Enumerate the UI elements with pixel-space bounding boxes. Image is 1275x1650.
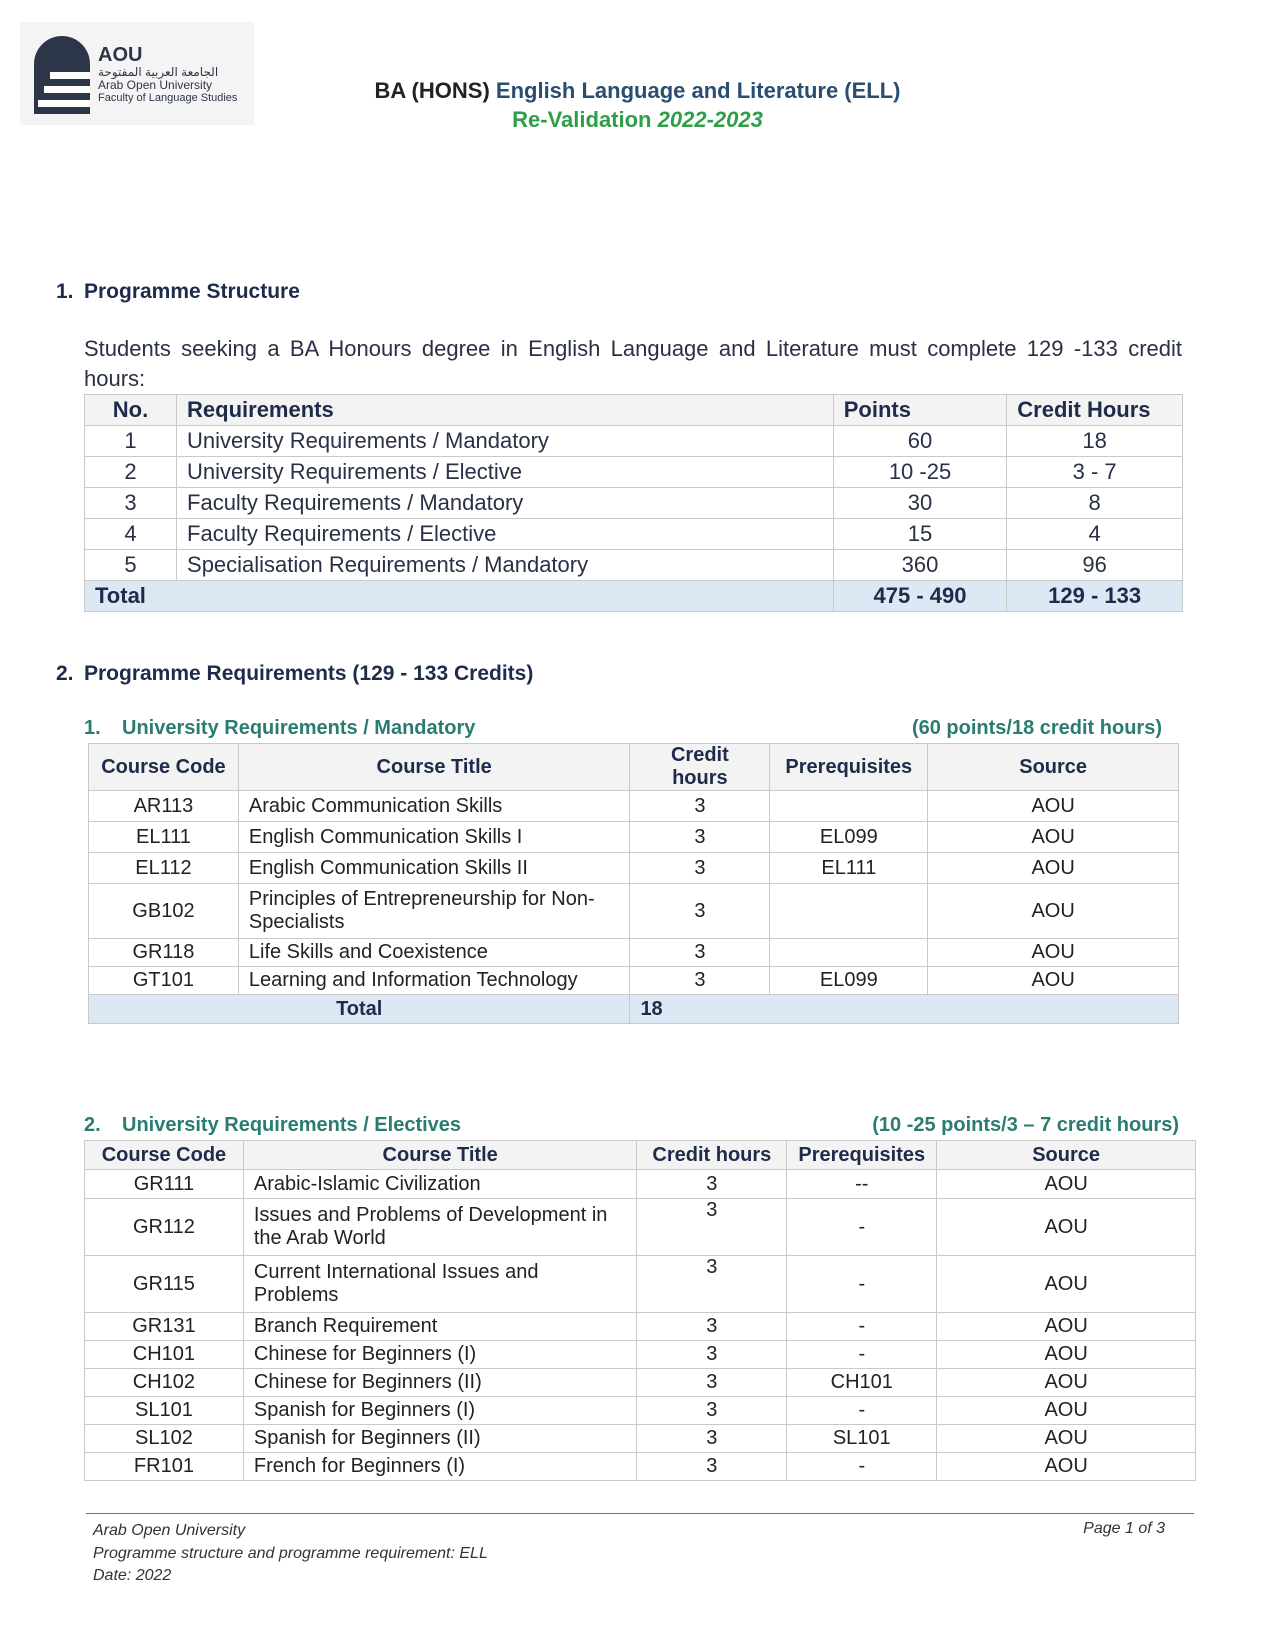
cell-points: 360: [833, 550, 1007, 581]
cell-prerequisites: SL101: [787, 1425, 937, 1453]
table-total-row: [89, 995, 1179, 1024]
table-row: [85, 1369, 1196, 1397]
cell-course-code: GB102: [89, 884, 239, 939]
cell-credit-hours: 3: [637, 1313, 787, 1341]
table-total-row: [85, 581, 1183, 612]
cell-course-code: CH102: [85, 1369, 244, 1397]
cell-requirement: University Requirements / Mandatory: [177, 426, 834, 457]
cell-no: 5: [85, 550, 177, 581]
cell-source: AOU: [937, 1369, 1196, 1397]
cell-source: AOU: [928, 884, 1179, 939]
section-2-number: 2.: [56, 662, 74, 685]
revalidation-line: [0, 105, 1275, 135]
cell-credit-hours: 3: [630, 967, 770, 995]
footer-text: [93, 1520, 488, 1588]
cell-no: 4: [85, 519, 177, 550]
cell-course-code: EL112: [89, 853, 239, 884]
table-row: [85, 1199, 1196, 1256]
cell-course-title: English Communication Skills II: [238, 853, 630, 884]
cell-source: AOU: [937, 1256, 1196, 1313]
section-1-number: 1.: [56, 280, 74, 303]
table-row: [85, 1341, 1196, 1369]
cell-total-label: Total: [85, 581, 834, 612]
cell-source: AOU: [937, 1453, 1196, 1481]
footer-university: Arab Open University: [93, 1522, 246, 1539]
table-row: [89, 967, 1179, 995]
col-header-credit-hours: Credit hours: [630, 744, 770, 791]
section-2-title-text: Programme Requirements (129 - 133 Credits): [84, 662, 534, 685]
cell-credit-hours: 96: [1007, 550, 1183, 581]
cell-points: 10 -25: [833, 457, 1007, 488]
sub-section-2-title: [84, 1114, 461, 1137]
col-header-prerequisites: Prerequisites: [787, 1141, 937, 1170]
table-header-row: [85, 395, 1183, 426]
table-row: [85, 1397, 1196, 1425]
table-row: [85, 550, 1183, 581]
table-header-row: [85, 1141, 1196, 1170]
section-1-title-text: Programme Structure: [84, 280, 300, 303]
col-header-points: Points: [833, 395, 1007, 426]
cell-credit-hours: 3: [637, 1256, 787, 1313]
section-2-title: [56, 662, 533, 686]
cell-total-credit-hours: 129 - 133: [1007, 581, 1183, 612]
table-row: [85, 1453, 1196, 1481]
cell-course-code: GR115: [85, 1256, 244, 1313]
cell-prerequisites: -: [787, 1341, 937, 1369]
cell-total-value: 18: [630, 995, 1179, 1024]
cell-prerequisites: EL099: [770, 967, 928, 995]
table-row: [89, 791, 1179, 822]
sub-section-1-summary: (60 points/18 credit hours): [911, 717, 1162, 739]
cell-no: 2: [85, 457, 177, 488]
logo-english-name: Arab Open University: [98, 78, 213, 93]
section-1-title: [56, 280, 300, 304]
cell-source: AOU: [937, 1341, 1196, 1369]
cell-course-title: Branch Requirement: [243, 1313, 637, 1341]
cell-credit-hours: 3: [637, 1425, 787, 1453]
cell-credit-hours: 3: [630, 791, 770, 822]
table-row: [85, 488, 1183, 519]
col-header-course-title: Course Title: [243, 1141, 637, 1170]
footer-date: Date: 2022: [93, 1567, 172, 1584]
revalidation-label: Re-Validation: [512, 107, 652, 132]
cell-credit-hours: 3: [637, 1341, 787, 1369]
cell-prerequisites: -: [787, 1397, 937, 1425]
sub-section-2-title-text: University Requirements / Electives: [122, 1114, 462, 1136]
logo-arabic-name: الجامعة العربية المفتوحة: [98, 65, 219, 79]
cell-credit-hours: 3: [637, 1453, 787, 1481]
cell-course-code: FR101: [85, 1453, 244, 1481]
sub-section-2-summary: (10 -25 points/3 – 7 credit hours): [872, 1114, 1179, 1136]
university-mandatory-table: [88, 743, 1179, 1024]
table-row: [85, 426, 1183, 457]
document-header: [0, 76, 1275, 135]
logo-abbr: AOU: [98, 44, 143, 66]
table-row: [89, 939, 1179, 967]
cell-source: AOU: [928, 791, 1179, 822]
cell-course-code: GR111: [85, 1170, 244, 1199]
table-row: [85, 1170, 1196, 1199]
cell-course-title: Spanish for Beginners (II): [243, 1425, 637, 1453]
page-number: Page 1 of 3: [1083, 1520, 1165, 1537]
sub-section-2-number: 2.: [84, 1114, 101, 1136]
sub-section-1-title: [84, 717, 475, 740]
table-row: [85, 457, 1183, 488]
cell-course-title: French for Beginners (I): [243, 1453, 637, 1481]
cell-requirement: Faculty Requirements / Elective: [177, 519, 834, 550]
programme-name: English Language and Literature (ELL): [495, 78, 901, 103]
cell-prerequisites: -: [787, 1313, 937, 1341]
logo-faculty: Faculty of Language Studies: [98, 92, 238, 105]
cell-source: AOU: [937, 1199, 1196, 1256]
table-row: [85, 1256, 1196, 1313]
cell-source: AOU: [928, 853, 1179, 884]
cell-credit-hours: 3: [630, 884, 770, 939]
cell-course-code: SL101: [85, 1397, 244, 1425]
cell-requirement: University Requirements / Elective: [177, 457, 834, 488]
cell-credit-hours: 3: [630, 939, 770, 967]
cell-course-title: Chinese for Beginners (I): [243, 1341, 637, 1369]
sub-section-1-title-text: University Requirements / Mandatory: [122, 717, 476, 739]
cell-course-title: Life Skills and Coexistence: [238, 939, 630, 967]
col-header-credit-hours: Credit hours: [637, 1141, 787, 1170]
cell-course-title: Current International Issues and Problems: [243, 1256, 637, 1313]
cell-course-code: SL102: [85, 1425, 244, 1453]
cell-source: AOU: [937, 1313, 1196, 1341]
university-electives-table: [84, 1140, 1196, 1481]
cell-prerequisites: --: [787, 1170, 937, 1199]
cell-prerequisites: -: [787, 1256, 937, 1313]
cell-source: AOU: [937, 1425, 1196, 1453]
col-header-course-title: Course Title: [238, 744, 630, 791]
programme-title: [0, 76, 1275, 105]
cell-requirement: Faculty Requirements / Mandatory: [177, 488, 834, 519]
col-header-prerequisites: Prerequisites: [770, 744, 928, 791]
cell-source: AOU: [928, 822, 1179, 853]
col-header-requirements: Requirements: [177, 395, 834, 426]
cell-no: 3: [85, 488, 177, 519]
col-header-course-code: Course Code: [85, 1141, 244, 1170]
cell-course-code: GT101: [89, 967, 239, 995]
cell-source: AOU: [928, 939, 1179, 967]
cell-credit-hours: 3: [630, 853, 770, 884]
col-header-no: No.: [85, 395, 177, 426]
cell-course-title: Spanish for Beginners (I): [243, 1397, 637, 1425]
cell-course-title: Arabic-Islamic Civilization: [243, 1170, 637, 1199]
cell-course-title: English Communication Skills I: [238, 822, 630, 853]
table-row: [89, 884, 1179, 939]
cell-prerequisites: -: [787, 1199, 937, 1256]
col-header-source: Source: [937, 1141, 1196, 1170]
col-header-source: Source: [928, 744, 1179, 791]
cell-course-code: EL111: [89, 822, 239, 853]
cell-course-title: Learning and Information Technology: [238, 967, 630, 995]
cell-credit-hours: 8: [1007, 488, 1183, 519]
table-row: [89, 822, 1179, 853]
cell-source: AOU: [928, 967, 1179, 995]
cell-credit-hours: 18: [1007, 426, 1183, 457]
cell-credit-hours: 4: [1007, 519, 1183, 550]
cell-credit-hours: 3: [637, 1199, 787, 1256]
footer-divider: [86, 1513, 1194, 1514]
cell-course-code: GR118: [89, 939, 239, 967]
cell-points: 30: [833, 488, 1007, 519]
cell-prerequisites: [770, 791, 928, 822]
cell-course-code: AR113: [89, 791, 239, 822]
cell-course-code: CH101: [85, 1341, 244, 1369]
sub-section-1-number: 1.: [84, 717, 101, 739]
table-header-row: [89, 744, 1179, 791]
section-1-intro: Students seeking a BA Honours degree in English Language and Literature must complete 129 -133 credit hours:: [84, 336, 1182, 391]
cell-course-code: GR112: [85, 1199, 244, 1256]
col-header-course-code: Course Code: [89, 744, 239, 791]
cell-prerequisites: EL111: [770, 853, 928, 884]
cell-source: AOU: [937, 1170, 1196, 1199]
cell-course-title: Arabic Communication Skills: [238, 791, 630, 822]
cell-credit-hours: 3: [630, 822, 770, 853]
cell-credit-hours: 3 - 7: [1007, 457, 1183, 488]
cell-credit-hours: 3: [637, 1369, 787, 1397]
cell-prerequisites: [770, 884, 928, 939]
revalidation-year: 2022-2023: [657, 107, 763, 132]
programme-degree: BA (HONS): [374, 78, 490, 103]
cell-prerequisites: [770, 939, 928, 967]
cell-prerequisites: CH101: [787, 1369, 937, 1397]
cell-course-title: Chinese for Beginners (II): [243, 1369, 637, 1397]
cell-source: AOU: [937, 1397, 1196, 1425]
cell-points: 15: [833, 519, 1007, 550]
table-row: [85, 1425, 1196, 1453]
cell-prerequisites: -: [787, 1453, 937, 1481]
col-header-credit-hours: Credit Hours: [1007, 395, 1183, 426]
cell-credit-hours: 3: [637, 1397, 787, 1425]
cell-credit-hours: 3: [637, 1170, 787, 1199]
cell-no: 1: [85, 426, 177, 457]
programme-structure-table: [84, 394, 1183, 612]
footer-document-name: Programme structure and programme requirement: ELL: [93, 1544, 488, 1562]
table-row: [85, 519, 1183, 550]
cell-course-title: Issues and Problems of Development in the Arab World: [243, 1199, 637, 1256]
cell-total-points: 475 - 490: [833, 581, 1007, 612]
cell-requirement: Specialisation Requirements / Mandatory: [177, 550, 834, 581]
table-row: [85, 1313, 1196, 1341]
cell-total-label: Total: [89, 995, 630, 1024]
cell-prerequisites: EL099: [770, 822, 928, 853]
cell-points: 60: [833, 426, 1007, 457]
cell-course-title: Principles of Entrepreneurship for Non-Specialists: [238, 884, 630, 939]
cell-course-code: GR131: [85, 1313, 244, 1341]
table-row: [89, 853, 1179, 884]
